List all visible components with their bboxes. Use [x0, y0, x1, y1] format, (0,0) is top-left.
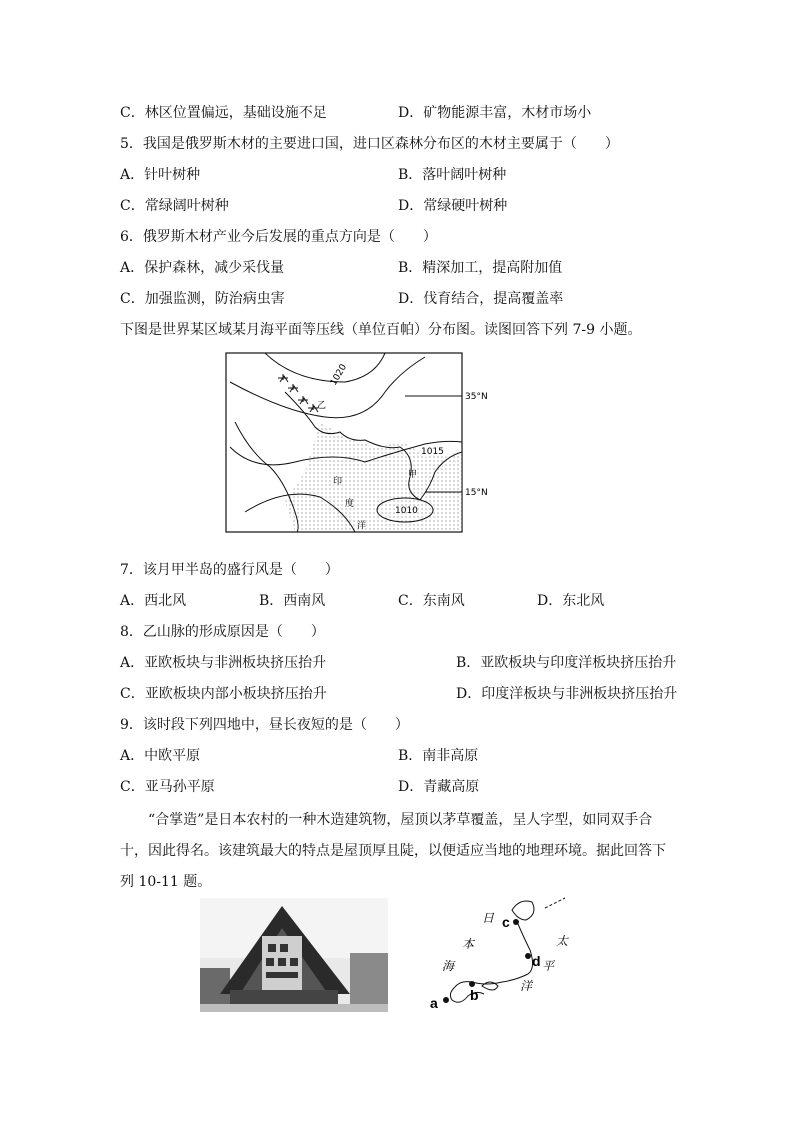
- q8-option-b: B．亚欧板块与印度洋板块挤压抬升: [456, 655, 677, 671]
- map1-label-1010: 1010: [395, 506, 418, 516]
- q6-option-a: A．保护森林，减少采伐量: [120, 260, 285, 276]
- q8-option-a: A．亚欧板块与非洲板块挤压抬升: [120, 655, 327, 671]
- q9-stem: 9．该时段下列四地中，昼长夜短的是（ ）: [120, 717, 409, 733]
- japan-label-tai: 太: [556, 934, 569, 948]
- map1-label-15n: 15°N: [465, 488, 488, 498]
- japan-label-hai: 海: [442, 959, 455, 973]
- q7-option-b: B．西南风: [259, 593, 326, 609]
- japan-label-ping: 平: [542, 959, 555, 973]
- q4-option-d: D．矿物能源丰富，木材市场小: [398, 105, 592, 121]
- japan-point-d: d: [532, 953, 541, 969]
- q5-option-b: B．落叶阔叶树种: [398, 167, 507, 183]
- q9-option-a: A．中欧平原: [120, 748, 201, 764]
- q8-stem: 8．乙山脉的形成原因是（ ）: [120, 624, 325, 640]
- isobar-map: [225, 352, 495, 534]
- intro-7-9: 下图是世界某区域某月海平面等压线（单位百帕）分布图。读图回答下列 7-9 小题。: [120, 322, 642, 338]
- intro-10-11-line1: “合掌造”是日本农村的一种木造建筑物，屋顶以茅草覆盖，呈人字型，如同双手合: [148, 812, 653, 828]
- japan-point-a: a: [430, 995, 438, 1011]
- q9-option-b: B．南非高原: [398, 748, 479, 764]
- map1-label-du: 度: [345, 499, 355, 509]
- q5-option-d: D．常绿硬叶树种: [398, 198, 508, 214]
- map1-label-35n: 35°N: [465, 392, 488, 402]
- map1-label-1020: 1020: [328, 362, 350, 388]
- intro-10-11-line2: 十，因此得名。该建筑最大的特点是屋顶厚且陡，以便适应当地的地理环境。据此回答下: [120, 843, 666, 859]
- q7-option-c: C．东南风: [398, 593, 465, 609]
- q7-option-d: D．东北风: [537, 593, 605, 609]
- gassho-house-photo: [200, 898, 388, 1012]
- japan-label-ri: 日: [482, 911, 495, 925]
- intro-10-11-line3: 列 10-11 题。: [120, 874, 212, 890]
- map1-label-yin: 印: [333, 477, 343, 487]
- q7-stem: 7．该月甲半岛的盛行风是（ ）: [120, 562, 339, 578]
- q6-option-d: D．伐育结合，提高覆盖率: [398, 291, 564, 307]
- q6-stem: 6．俄罗斯木材产业今后发展的重点方向是（ ）: [120, 229, 437, 245]
- q5-option-c: C．常绿阔叶树种: [120, 198, 229, 214]
- japan-point-c: c: [502, 914, 510, 930]
- map1-label-1015: 1015: [421, 447, 444, 457]
- q8-option-d: D．印度洋板块与非洲板块挤压抬升: [456, 686, 678, 702]
- q9-option-c: C．亚马孙平原: [120, 779, 215, 795]
- japan-label-ben: 本: [462, 937, 475, 951]
- q6-option-c: C．加强监测，防治病虫害: [120, 291, 285, 307]
- q4-option-c: C．林区位置偏远，基础设施不足: [120, 105, 327, 121]
- q9-option-d: D．青藏高原: [398, 779, 480, 795]
- q5-stem: 5．我国是俄罗斯木材的主要进口国，进口区森林分布区的木材主要属于（ ）: [120, 136, 619, 152]
- q7-option-a: A．西北风: [120, 593, 187, 609]
- japan-label-yang: 洋: [520, 979, 533, 993]
- q6-option-b: B．精深加工，提高附加值: [398, 260, 563, 276]
- q5-option-a: A．针叶树种: [120, 167, 201, 183]
- map1-label-yi: 乙: [317, 401, 327, 411]
- japan-map: [420, 890, 590, 1015]
- map1-label-jia: 甲: [408, 470, 418, 480]
- map1-label-yang: 洋: [357, 521, 367, 531]
- q8-option-c: C．亚欧板块内部小板块挤压抬升: [120, 686, 327, 702]
- japan-point-b: b: [470, 987, 479, 1003]
